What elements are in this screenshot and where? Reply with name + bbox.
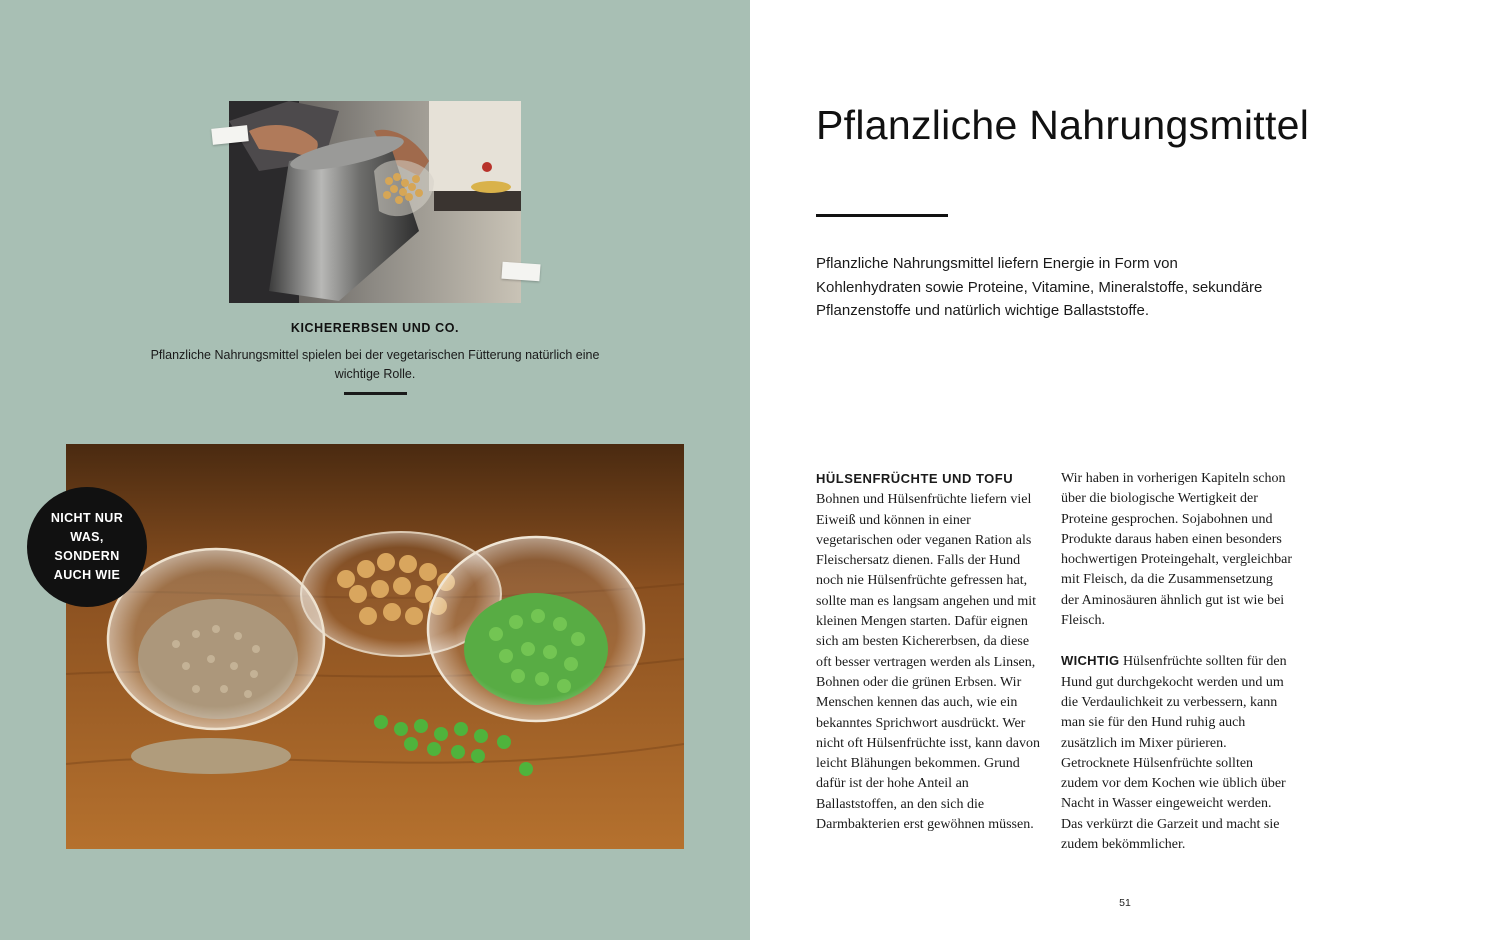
text-column-right — [1061, 469, 1293, 855]
right-page — [750, 0, 1500, 940]
page-title: Pflanzliche Nahrungsmittel — [816, 102, 1310, 148]
photo-legumes-bowls — [66, 444, 684, 849]
important-note — [1061, 651, 1293, 855]
photo-chickpeas-mixer — [229, 101, 521, 303]
badge-circle — [27, 487, 147, 607]
badge-text: NICHT NUR WAS, SONDERN AUCH WIE — [50, 511, 124, 582]
text-column-left — [816, 469, 1048, 835]
photo-chickpeas-mixer-illustration — [229, 101, 521, 303]
tape-strip — [501, 262, 540, 282]
caption-text: Pflanzliche Nahrungsmittel spielen bei der vegetarischen Fütterung natürlich eine wichtige Rolle. — [150, 348, 600, 381]
important-label: WICHTIG — [1061, 653, 1120, 669]
title-rule — [816, 214, 948, 217]
section-paragraph-2: Wir haben in vorherigen Kapiteln schon über die biologische Wertigkeit der Proteine gesprochen. Sojabohnen und Produkte daraus haben einen besonders hochwertigen Proteingehalt, vergleichbar mit Fleisch, da die Zusammensetzung der Aminosäuren ähnlich gut ist wie bei Fleisch. — [1061, 471, 1293, 629]
page-number: 51 — [1119, 897, 1131, 909]
section-paragraph-1: Bohnen und Hülsenfrüchte liefern viel Eiweiß und können in einer vegetarischen oder veganen Ration als Fleischersatz dienen. Falls der Hund noch nie Hülsenfrüchte gefressen hat, sollte man es langsam angehen und mit kleinen Mengen starten. Dafür eignen sich am besten Kichererbsen, da diese oft besser vertragen werden als Linsen, Bohnen oder die grünen Erbsen. Wir Menschen kennen das auch, wie ein bekanntes Sprichwort ausdrückt. Wer nicht oft Hülsenfrüchte isst, kann davon leicht Blähungen bekommen. Grund dafür ist der hohe Anteil an Ballaststoffen, an den sich die Darmbakterien erst gewöhnen müssen. — [816, 492, 1040, 833]
photo-legumes-bowls-illustration — [66, 444, 684, 849]
section-heading: HÜLSENFRÜCHTE UND TOFU — [816, 471, 1014, 486]
caption-rule — [344, 392, 407, 395]
caption-title: KICHERERBSEN UND CO. — [290, 321, 460, 335]
important-text: Hülsenfrüchte sollten für den Hund gut durchgekocht werden und um die Verdaulichkeit zu verbessern, kann man sie für den Hund ruhig auch zusätzlich im Mixer pürieren. Getrocknete Hülsenfrüchte sollten zudem vor dem Kochen wie üblich über Nacht in Wasser eingeweicht werden. Das verkürzt die Garzeit und macht sie zudem bekömmlicher. — [1061, 654, 1287, 853]
intro-paragraph: Pflanzliche Nahrungsmittel liefern Energie in Form von Kohlenhydraten sowie Proteine, Vitamine, Mineralstoffe, sekundäre Pflanzenstoffe und natürlich wichtige Ballaststoffe. — [816, 255, 1263, 319]
